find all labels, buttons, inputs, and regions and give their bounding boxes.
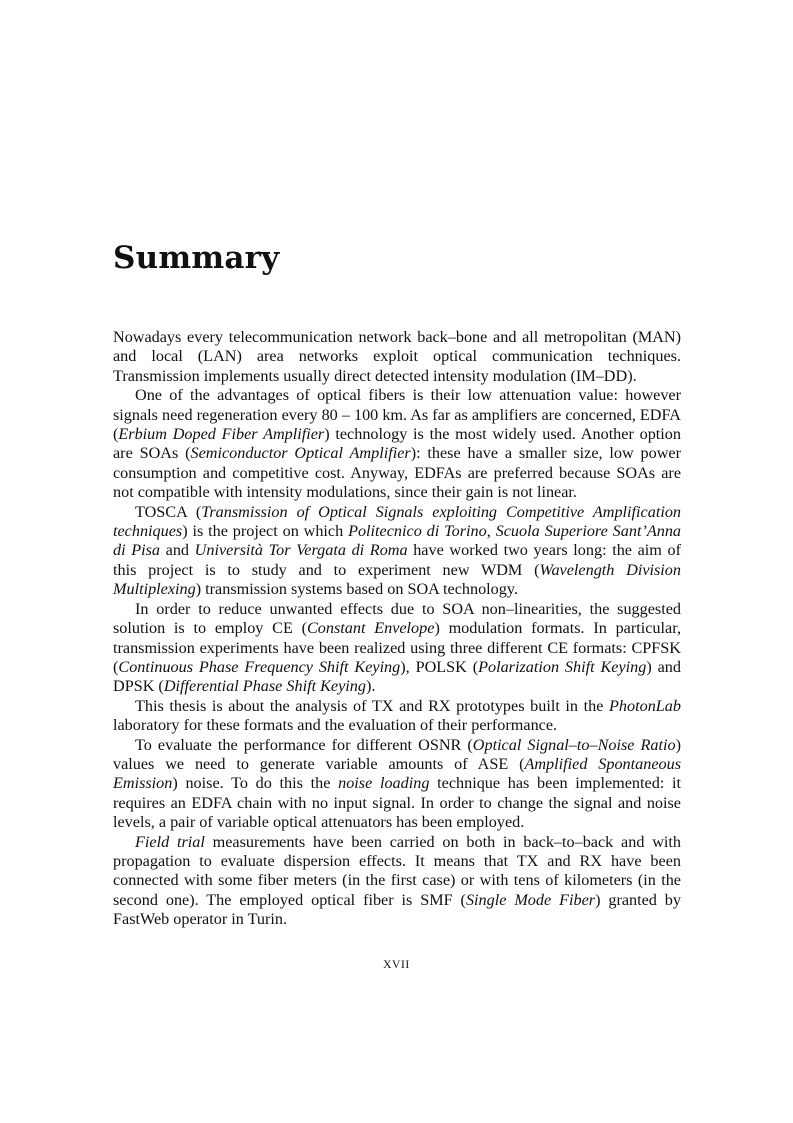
italic-term: Field trial bbox=[135, 832, 205, 851]
italic-term: Polarization Shift Keying bbox=[478, 657, 647, 676]
italic-term: Università Tor Vergata di Roma bbox=[194, 541, 408, 560]
text-run: measurements have been carried on both in back–to–back and with propagation to evaluate dispersion effects. It means that TX and RX have been connected with some fiber meters (in the first case) or with tens of kilometers (in the second one). The employed optical fiber is SMF ( bbox=[113, 832, 681, 909]
italic-term: Scuola Superiore Sant’Anna di Pisa bbox=[113, 522, 682, 560]
text-run: ), POLSK ( bbox=[400, 657, 479, 676]
summary-body bbox=[113, 328, 681, 930]
paragraph bbox=[113, 833, 681, 930]
italic-term: Transmission of Optical Signals exploiting Competitive Amplification techniques bbox=[113, 502, 681, 541]
italic-term: Single Mode Fiber bbox=[465, 890, 596, 909]
text-run: ). bbox=[366, 677, 376, 696]
paragraph bbox=[113, 386, 681, 502]
text-run: and bbox=[160, 541, 195, 560]
italic-term: Differential Phase Shift Keying bbox=[163, 677, 366, 696]
text-run: TOSCA ( bbox=[135, 502, 202, 521]
text-run: technique has been implemented: it requires an EDFA chain with no input signal. In order to change the signal and noise levels, a pair of variable optical attenuators has been employed. bbox=[113, 774, 681, 832]
italic-term: Constant Envelope bbox=[306, 619, 435, 638]
text-run: ) values we need to generate variable amounts of ASE ( bbox=[113, 735, 681, 773]
text-run: ) and DPSK ( bbox=[113, 657, 681, 696]
text-run: One of the advantages of optical fibers is their low attenuation value: however signals need regeneration every 80 – 100 km. As far as amplifiers are concerned, EDFA ( bbox=[113, 386, 681, 444]
paragraph bbox=[113, 503, 681, 600]
text-run: To evaluate the performance for different OSNR ( bbox=[135, 735, 473, 754]
text-run: ) modulation formats. In particular, transmission experiments have been realized using three different CE formats: CPFSK ( bbox=[113, 619, 681, 676]
italic-term: Optical Signal–to–Noise Ratio bbox=[472, 735, 676, 754]
chapter-title: Summary bbox=[113, 240, 280, 276]
text-run: ) technology is the most widely used. Another option are SOAs ( bbox=[113, 425, 681, 463]
text-run: ) transmission systems based on SOA technology. bbox=[195, 580, 518, 599]
text-run: ) noise. To do this the bbox=[172, 774, 339, 793]
paragraph bbox=[113, 600, 681, 697]
italic-term: Continuous Phase Frequency Shift Keying bbox=[118, 657, 401, 676]
text-run: ) is the project on which bbox=[182, 522, 349, 541]
italic-term: Erbium Doped Fiber Amplifier bbox=[118, 425, 325, 444]
text-run: This thesis is about the analysis of TX and RX prototypes built in the bbox=[135, 696, 610, 715]
text-run: Nowadays every telecommunication network back–bone and all metropolitan (MAN) and local (LAN) area networks exploit optical communication techniques. Transmission implements usually direct detected intensity modulation (IM–DD). bbox=[113, 328, 681, 385]
text-run: have worked two years long: the aim of this project is to study and to experiment new WDM ( bbox=[113, 541, 682, 579]
text-run: ) granted by FastWeb operator in Turin. bbox=[113, 890, 681, 929]
text-run: , bbox=[486, 522, 496, 541]
italic-term: noise loading bbox=[338, 774, 430, 793]
italic-term: Amplified Spontaneous Emission bbox=[113, 754, 681, 793]
italic-term: Semiconductor Optical Amplifier bbox=[190, 444, 411, 463]
paragraph bbox=[113, 697, 681, 736]
paragraph bbox=[113, 328, 681, 386]
italic-term: PhotonLab bbox=[609, 696, 681, 715]
italic-term: Wavelength Division Multiplexing bbox=[113, 560, 681, 599]
paragraph bbox=[113, 736, 681, 833]
italic-term: Politecnico di Torino bbox=[348, 522, 487, 541]
text-run: laboratory for these formats and the evaluation of their performance. bbox=[113, 716, 558, 735]
text-run: ): these have a smaller size, low power consumption and competitive cost. Anyway, EDFAs are preferred because SOAs are not compatible with intensity modulations, since their gain is not linear. bbox=[113, 444, 681, 502]
text-run: In order to reduce unwanted effects due to SOA non–linearities, the suggested solution is to employ CE ( bbox=[113, 599, 681, 638]
page-number: XVII bbox=[383, 959, 410, 971]
